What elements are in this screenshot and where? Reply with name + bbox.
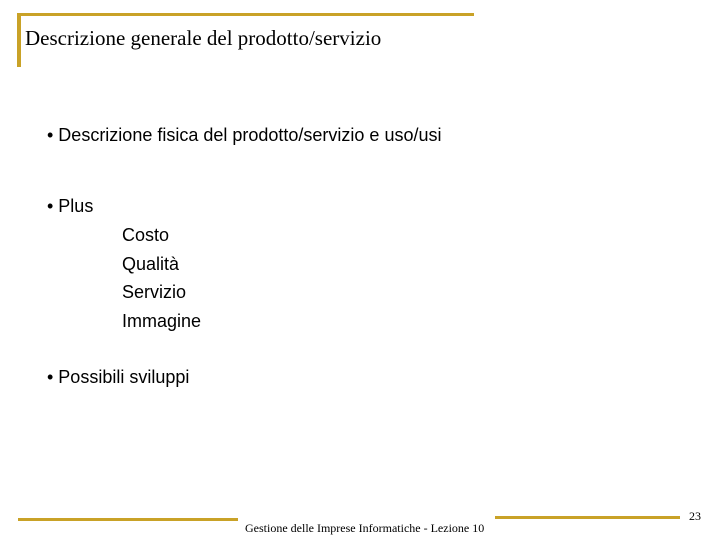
plus-item-immagine: Immagine	[122, 311, 202, 331]
bullet-item-plus: • Plus	[47, 196, 94, 216]
page-number: 23	[689, 509, 701, 523]
title-left-rule	[17, 13, 21, 67]
footer-right-rule	[495, 516, 680, 519]
title-top-rule	[18, 13, 474, 16]
bullet-item-developments: • Possibili sviluppi	[47, 367, 190, 387]
bullet-item-description: • Descrizione fisica del prodotto/servizio e uso/usi	[47, 125, 442, 145]
footer-left-rule	[18, 518, 238, 521]
plus-item-costo: Costo	[122, 225, 170, 245]
plus-item-servizio: Servizio	[122, 282, 187, 302]
plus-item-qualita: Qualità	[122, 254, 180, 274]
footer-text: Gestione delle Imprese Informatiche - Lezione 10	[245, 521, 485, 535]
slide-title: Descrizione generale del prodotto/servizio	[25, 26, 382, 50]
